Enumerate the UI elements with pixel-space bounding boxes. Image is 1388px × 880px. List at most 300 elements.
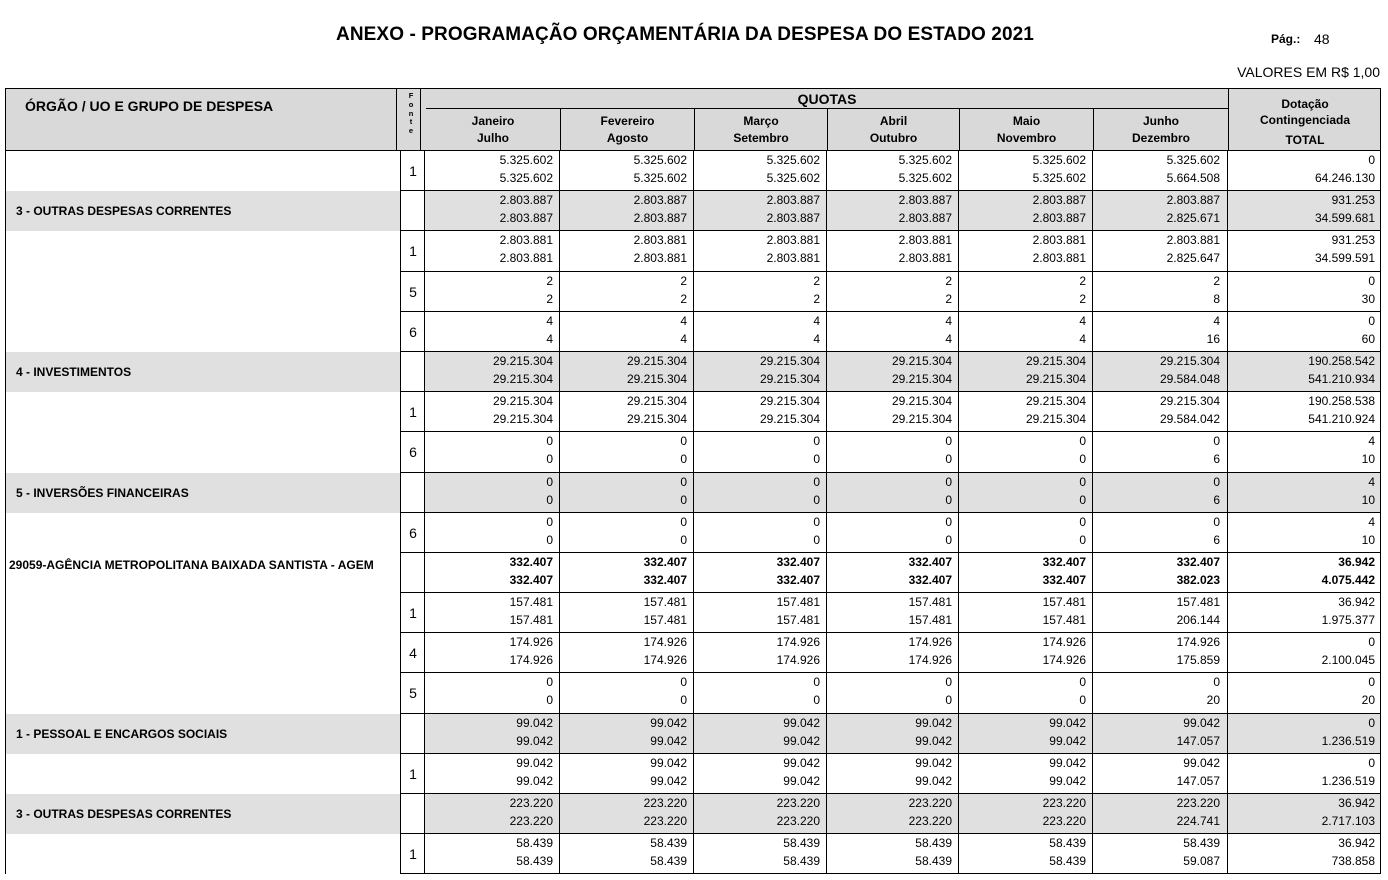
quota-top-value: 99.042 <box>1049 755 1086 770</box>
quota-bottom-value: 2 <box>945 291 952 306</box>
fonte-code: 6 <box>409 524 417 541</box>
cell-divider <box>5 352 6 392</box>
dotacao-bottom-value: 10 <box>1361 452 1375 467</box>
cell-divider <box>1380 312 1381 352</box>
dotacao-top-value: 4 <box>1368 514 1375 529</box>
cell-divider <box>5 312 6 352</box>
quota-bottom-value: 157.481 <box>908 613 952 628</box>
cell-divider <box>5 834 6 874</box>
quota-top-value: 174.926 <box>908 635 952 650</box>
quota-top-value: 174.926 <box>1176 635 1220 650</box>
quota-bottom-value: 16 <box>1206 331 1220 346</box>
quota-top-value: 0 <box>1079 434 1086 449</box>
quota-bottom-value: 2 <box>1079 291 1086 306</box>
month-top: Janeiro <box>471 114 515 128</box>
cell-divider <box>400 352 401 392</box>
quota-bottom-value: 147.057 <box>1176 773 1220 788</box>
dotacao-top-value: 931.253 <box>1331 233 1375 248</box>
quota-bottom-value: 2.803.881 <box>499 251 553 266</box>
quota-bottom-value: 2.803.881 <box>766 251 820 266</box>
quota-top-value: 157.481 <box>643 595 687 610</box>
dotacao-bottom-value: 34.599.681 <box>1314 211 1375 226</box>
month-top: Março <box>743 114 779 128</box>
month-top: Abril <box>879 114 908 128</box>
fonte-letter: o <box>408 99 414 109</box>
quota-bottom-value: 20 <box>1206 693 1220 708</box>
cell-divider <box>5 633 6 673</box>
quota-top-value: 29.215.304 <box>492 394 553 409</box>
dotacao-top-value: 4 <box>1368 474 1375 489</box>
quota-bottom-value: 2.803.881 <box>1032 251 1086 266</box>
quota-bottom-value: 99.042 <box>783 773 820 788</box>
quota-top-value: 29.215.304 <box>1159 394 1220 409</box>
dotacao-bottom-value: 738.858 <box>1331 854 1375 869</box>
page-number: 48 <box>1314 31 1330 47</box>
quota-top-value: 58.439 <box>783 836 820 851</box>
quota-bottom-value: 0 <box>680 452 687 467</box>
cell-divider <box>5 593 6 633</box>
fonte-code: 1 <box>409 243 417 260</box>
quota-bottom-value: 223.220 <box>1042 814 1086 828</box>
dotacao-bottom-value: 10 <box>1361 532 1375 547</box>
quota-top-value: 29.215.304 <box>891 353 952 368</box>
quota-top-value: 58.439 <box>1049 836 1086 851</box>
quota-bottom-value: 157.481 <box>1042 613 1086 628</box>
dotacao-bottom-value: 60 <box>1361 331 1375 346</box>
quota-top-value: 0 <box>1213 675 1220 690</box>
quota-bottom-value: 29.215.304 <box>626 412 687 427</box>
fonte-code: 4 <box>409 645 417 662</box>
quota-top-value: 2.803.881 <box>633 233 687 248</box>
quota-top-value: 174.926 <box>643 635 687 650</box>
dotacao-header <box>1229 96 1381 128</box>
dotacao-bottom-value: 30 <box>1361 291 1375 306</box>
dotacao-bottom-value: 2.717.103 <box>1321 814 1375 828</box>
quota-top-value: 2 <box>813 273 820 288</box>
dotacao-top-value: 0 <box>1368 675 1375 690</box>
quota-top-value: 99.042 <box>1183 755 1220 770</box>
fonte-row <box>5 312 1381 352</box>
dotacao-top-value: 36.942 <box>1338 554 1375 569</box>
quota-bottom-value: 5.664.508 <box>1166 171 1220 185</box>
quota-top-value: 2.803.887 <box>766 193 820 208</box>
quota-bottom-value: 0 <box>945 532 952 547</box>
row-label: 4 - INVESTIMENTOS <box>16 364 132 379</box>
quota-top-value: 99.042 <box>783 755 820 770</box>
dotacao-top-value: 190.258.538 <box>1308 394 1375 409</box>
header-divider <box>420 89 421 150</box>
fonte-letter: n <box>408 108 414 118</box>
row-bg <box>5 633 400 673</box>
cell-divider <box>1380 553 1381 593</box>
cell-divider <box>5 191 6 231</box>
quota-top-value: 0 <box>680 675 687 690</box>
month-top: Maio <box>1012 114 1041 128</box>
quota-top-value: 332.407 <box>776 554 820 569</box>
quota-bottom-value: 0 <box>1079 532 1086 547</box>
group-row <box>5 352 1381 392</box>
quota-bottom-value: 175.859 <box>1176 653 1220 668</box>
fonte-row <box>5 392 1381 432</box>
fonte-row <box>5 513 1381 553</box>
quota-bottom-value: 2.803.881 <box>633 251 687 266</box>
quota-bottom-value: 223.220 <box>509 814 553 828</box>
month-bottom: Outubro <box>869 131 918 145</box>
month-top: Junho <box>1143 114 1179 128</box>
month-header-5 <box>960 113 1093 147</box>
quota-top-value: 29.215.304 <box>891 394 952 409</box>
dotacao-top-value: 0 <box>1368 313 1375 328</box>
fonte-row <box>5 754 1381 794</box>
quota-bottom-value: 0 <box>945 492 952 507</box>
group-row <box>5 473 1381 513</box>
fonte-code: 5 <box>409 685 417 702</box>
quota-top-value: 223.220 <box>643 796 687 810</box>
quota-top-value: 223.220 <box>509 796 553 810</box>
quota-top-value: 99.042 <box>783 715 820 730</box>
cell-divider <box>400 473 401 513</box>
dotacao-bottom-value: 20 <box>1361 693 1375 708</box>
quota-bottom-value: 99.042 <box>650 733 687 748</box>
quota-bottom-value: 8 <box>1213 291 1220 306</box>
month-header-4 <box>828 113 959 147</box>
cell-divider <box>5 231 6 271</box>
quota-top-value: 99.042 <box>650 755 687 770</box>
quota-top-value: 0 <box>945 675 952 690</box>
quota-top-value: 0 <box>546 675 553 690</box>
quota-top-value: 2.803.881 <box>1032 233 1086 248</box>
quota-bottom-value: 0 <box>680 693 687 708</box>
quota-top-value: 99.042 <box>516 755 553 770</box>
fonte-letter: F <box>408 91 414 100</box>
quota-top-value: 0 <box>680 474 687 489</box>
quota-bottom-value: 29.215.304 <box>759 371 820 386</box>
cell-divider <box>400 714 401 754</box>
quota-top-value: 0 <box>1079 514 1086 529</box>
cell-divider <box>400 794 401 834</box>
quota-top-value: 223.220 <box>1042 796 1086 810</box>
quota-top-value: 5.325.602 <box>766 153 820 167</box>
quota-top-value: 157.481 <box>908 595 952 610</box>
row-bg <box>5 392 400 432</box>
cell-divider <box>5 673 6 713</box>
quota-top-value: 58.439 <box>650 836 687 851</box>
quota-bottom-value: 29.215.304 <box>759 412 820 427</box>
quota-bottom-value: 29.584.042 <box>1159 412 1220 427</box>
cell-divider <box>1380 754 1381 794</box>
quota-bottom-value: 2.803.887 <box>898 211 952 226</box>
report-title: ANEXO - PROGRAMAÇÃO ORÇAMENTÁRIA DA DESPESA DO ESTADO 2021 <box>336 24 1034 45</box>
dotacao-top-value: 4 <box>1368 434 1375 449</box>
quota-bottom-value: 6 <box>1213 452 1220 467</box>
cell-divider <box>1380 513 1381 553</box>
quota-top-value: 0 <box>945 474 952 489</box>
org-column-header: ÓRGÃO / UO E GRUPO DE DESPESA <box>25 98 274 114</box>
quota-top-value: 157.481 <box>509 595 553 610</box>
quota-bottom-value: 2 <box>680 291 687 306</box>
row-divider <box>400 873 1381 874</box>
quota-bottom-value: 99.042 <box>915 733 952 748</box>
fonte-row <box>5 272 1381 312</box>
quota-top-value: 157.481 <box>1176 595 1220 610</box>
cell-divider <box>400 553 401 593</box>
dotacao-bottom-value: 541.210.924 <box>1308 412 1375 427</box>
dotacao-bottom-value: 4.075.442 <box>1321 572 1375 587</box>
quota-top-value: 332.407 <box>1042 554 1086 569</box>
cell-divider <box>400 191 401 231</box>
group-row <box>5 794 1381 834</box>
quota-top-value: 2.803.881 <box>766 233 820 248</box>
fonte-letter: e <box>408 126 414 136</box>
fonte-code: 1 <box>409 404 417 421</box>
quota-top-value: 2.803.887 <box>1032 193 1086 208</box>
quota-bottom-value: 0 <box>1079 492 1086 507</box>
quota-bottom-value: 99.042 <box>783 733 820 748</box>
quota-top-value: 0 <box>546 434 553 449</box>
quota-bottom-value: 332.407 <box>776 572 820 587</box>
cell-divider <box>5 392 6 432</box>
quota-bottom-value: 2.803.887 <box>633 211 687 226</box>
quota-top-value: 2.803.881 <box>1166 233 1220 248</box>
quota-top-value: 0 <box>1079 675 1086 690</box>
quota-top-value: 0 <box>813 675 820 690</box>
quota-top-value: 4 <box>813 313 820 328</box>
row-bg <box>5 834 400 874</box>
cell-divider <box>5 432 6 472</box>
quota-bottom-value: 223.220 <box>643 814 687 828</box>
quota-bottom-value: 223.220 <box>908 814 952 828</box>
dotacao-bottom-value: 34.599.591 <box>1314 251 1375 266</box>
quota-bottom-value: 99.042 <box>516 773 553 788</box>
table-body <box>5 151 1381 874</box>
quota-top-value: 0 <box>680 514 687 529</box>
fonte-row <box>5 151 1381 191</box>
cell-divider <box>1380 714 1381 754</box>
quota-top-value: 0 <box>1213 434 1220 449</box>
quota-bottom-value: 99.042 <box>650 773 687 788</box>
quota-top-value: 0 <box>546 514 553 529</box>
quota-top-value: 2 <box>1079 273 1086 288</box>
dotacao-top-value: 36.942 <box>1338 836 1375 851</box>
quota-top-value: 2 <box>945 273 952 288</box>
fonte-row <box>5 432 1381 472</box>
quota-top-value: 58.439 <box>1183 836 1220 851</box>
month-bottom: Julho <box>477 131 509 145</box>
quota-top-value: 2.803.887 <box>499 193 553 208</box>
quota-bottom-value: 0 <box>813 693 820 708</box>
page-label: Pág.: <box>1271 32 1301 46</box>
quota-top-value: 5.325.602 <box>633 153 687 167</box>
quota-bottom-value: 59.087 <box>1183 854 1220 869</box>
row-label: 29059-AGÊNCIA METROPOLITANA BAIXADA SANTISTA - AGEM <box>9 557 374 572</box>
quota-bottom-value: 2.803.887 <box>1032 211 1086 226</box>
quota-bottom-value: 99.042 <box>516 733 553 748</box>
group-row <box>5 714 1381 754</box>
quota-top-value: 2.803.887 <box>1166 193 1220 208</box>
row-label: 3 - OUTRAS DESPESAS CORRENTES <box>16 204 232 219</box>
quota-bottom-value: 0 <box>546 492 553 507</box>
dotacao-line: Dotação <box>1281 97 1329 111</box>
quota-bottom-value: 174.926 <box>643 653 687 668</box>
quota-bottom-value: 332.407 <box>1042 572 1086 587</box>
quota-bottom-value: 99.042 <box>915 773 952 788</box>
quota-bottom-value: 4 <box>945 331 952 346</box>
quota-top-value: 5.325.602 <box>499 153 553 167</box>
quota-bottom-value: 2.803.881 <box>898 251 952 266</box>
dotacao-bottom-value: 2.100.045 <box>1321 653 1375 668</box>
header-divider <box>396 89 397 150</box>
quota-bottom-value: 0 <box>546 452 553 467</box>
quota-top-value: 4 <box>546 313 553 328</box>
fonte-column-header <box>402 92 420 136</box>
cell-divider <box>5 754 6 794</box>
quota-bottom-value: 5.325.602 <box>499 171 553 185</box>
cell-divider <box>1380 151 1381 191</box>
row-bg <box>5 432 400 472</box>
quota-bottom-value: 4 <box>1079 331 1086 346</box>
cell-divider <box>1380 231 1381 271</box>
quota-top-value: 29.215.304 <box>1025 353 1086 368</box>
quota-bottom-value: 2.803.887 <box>766 211 820 226</box>
quota-bottom-value: 5.325.602 <box>633 171 687 185</box>
quota-bottom-value: 5.325.602 <box>898 171 952 185</box>
quota-top-value: 29.215.304 <box>1159 353 1220 368</box>
cell-divider <box>1380 633 1381 673</box>
quota-top-value: 157.481 <box>1042 595 1086 610</box>
quota-bottom-value: 29.215.304 <box>492 412 553 427</box>
month-bottom: Agosto <box>606 131 649 145</box>
month-header-6 <box>1094 113 1228 147</box>
fonte-code: 6 <box>409 444 417 461</box>
quota-bottom-value: 0 <box>1079 452 1086 467</box>
table-header <box>5 88 1381 151</box>
quota-top-value: 29.215.304 <box>626 394 687 409</box>
dotacao-top-value: 36.942 <box>1338 796 1375 810</box>
fonte-row <box>5 673 1381 713</box>
quota-bottom-value: 29.215.304 <box>626 371 687 386</box>
quota-bottom-value: 58.439 <box>915 854 952 869</box>
fonte-code: 6 <box>409 323 417 340</box>
quota-top-value: 0 <box>945 514 952 529</box>
quota-top-value: 29.215.304 <box>759 353 820 368</box>
quota-top-value: 0 <box>680 434 687 449</box>
quota-top-value: 0 <box>813 474 820 489</box>
quota-top-value: 223.220 <box>908 796 952 810</box>
cell-divider <box>1380 593 1381 633</box>
quota-top-value: 99.042 <box>915 715 952 730</box>
quota-top-value: 174.926 <box>1042 635 1086 650</box>
quota-top-value: 99.042 <box>650 715 687 730</box>
row-bg <box>5 312 400 352</box>
month-header-2 <box>561 113 694 147</box>
quotas-underline <box>426 108 1229 109</box>
quota-bottom-value: 0 <box>945 693 952 708</box>
quota-bottom-value: 174.926 <box>509 653 553 668</box>
quota-bottom-value: 6 <box>1213 492 1220 507</box>
group-row <box>5 191 1381 231</box>
fonte-code: 1 <box>409 846 417 863</box>
fonte-code: 5 <box>409 283 417 300</box>
quota-bottom-value: 174.926 <box>908 653 952 668</box>
dotacao-top-value: 190.258.542 <box>1308 353 1375 368</box>
quota-bottom-value: 147.057 <box>1176 733 1220 748</box>
quota-top-value: 2 <box>1213 273 1220 288</box>
quota-bottom-value: 29.584.048 <box>1159 371 1220 386</box>
quota-top-value: 4 <box>680 313 687 328</box>
quota-bottom-value: 0 <box>680 492 687 507</box>
quota-bottom-value: 0 <box>813 452 820 467</box>
quota-bottom-value: 0 <box>680 532 687 547</box>
row-bg <box>5 673 400 713</box>
cell-divider <box>1380 352 1381 392</box>
quota-bottom-value: 2 <box>813 291 820 306</box>
quotas-header: QUOTAS <box>797 91 857 107</box>
quota-bottom-value: 99.042 <box>1049 733 1086 748</box>
quota-top-value: 332.407 <box>908 554 952 569</box>
quota-top-value: 5.325.602 <box>1032 153 1086 167</box>
quota-top-value: 58.439 <box>516 836 553 851</box>
quota-bottom-value: 2.825.671 <box>1166 211 1220 226</box>
quota-top-value: 332.407 <box>1176 554 1220 569</box>
cell-divider <box>1380 191 1381 231</box>
quota-bottom-value: 2.825.647 <box>1166 251 1220 266</box>
month-header-3 <box>695 113 827 147</box>
cell-divider <box>1380 392 1381 432</box>
cell-divider <box>1380 673 1381 713</box>
cell-divider <box>5 714 6 754</box>
fonte-row <box>5 633 1381 673</box>
quota-bottom-value: 157.481 <box>776 613 820 628</box>
quota-top-value: 2 <box>546 273 553 288</box>
org-row <box>5 553 1381 593</box>
cell-divider <box>5 513 6 553</box>
quota-top-value: 174.926 <box>776 635 820 650</box>
quota-bottom-value: 332.407 <box>643 572 687 587</box>
row-label: 5 - INVERSÕES FINANCEIRAS <box>16 485 189 500</box>
fonte-row <box>5 834 1381 874</box>
dotacao-top-value: 0 <box>1368 755 1375 770</box>
row-bg <box>5 754 400 794</box>
quota-bottom-value: 58.439 <box>783 854 820 869</box>
dotacao-top-value: 0 <box>1368 153 1375 167</box>
quota-bottom-value: 332.407 <box>509 572 553 587</box>
fonte-code: 1 <box>409 605 417 622</box>
month-header-1 <box>426 113 560 147</box>
quota-bottom-value: 99.042 <box>1049 773 1086 788</box>
quota-bottom-value: 58.439 <box>516 854 553 869</box>
quota-bottom-value: 0 <box>1079 693 1086 708</box>
dotacao-bottom-value: 1.236.519 <box>1321 733 1375 748</box>
quota-top-value: 2 <box>680 273 687 288</box>
cell-divider <box>5 272 6 312</box>
quota-top-value: 2.803.881 <box>898 233 952 248</box>
quota-top-value: 0 <box>546 474 553 489</box>
quota-top-value: 29.215.304 <box>492 353 553 368</box>
quota-bottom-value: 5.325.602 <box>766 171 820 185</box>
quota-top-value: 223.220 <box>776 796 820 810</box>
cell-divider <box>1380 432 1381 472</box>
quota-top-value: 223.220 <box>1176 796 1220 810</box>
row-label: 3 - OUTRAS DESPESAS CORRENTES <box>16 807 232 821</box>
quota-bottom-value: 174.926 <box>776 653 820 668</box>
cell-divider <box>1380 834 1381 874</box>
quota-bottom-value: 6 <box>1213 532 1220 547</box>
dotacao-top-value: 36.942 <box>1338 595 1375 610</box>
quota-top-value: 0 <box>1213 514 1220 529</box>
cell-divider <box>5 794 6 834</box>
quota-bottom-value: 29.215.304 <box>1025 371 1086 386</box>
quota-top-value: 332.407 <box>643 554 687 569</box>
